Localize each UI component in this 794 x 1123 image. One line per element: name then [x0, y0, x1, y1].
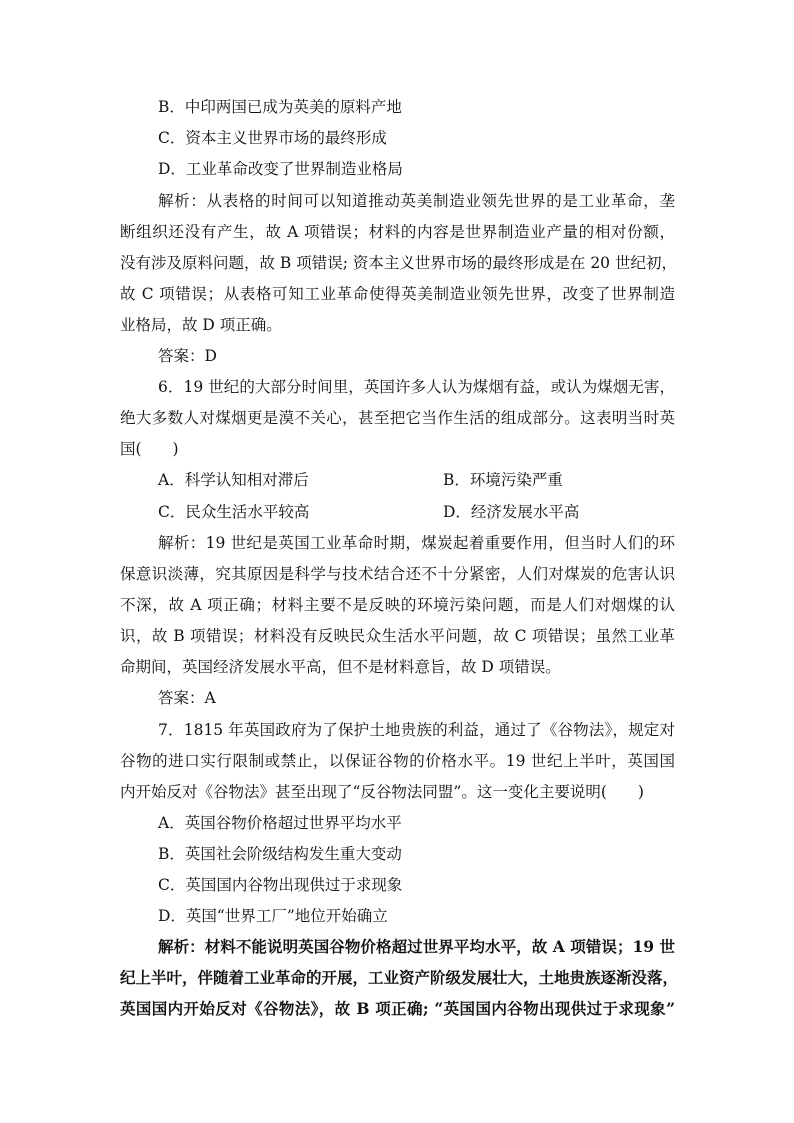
q7-analysis-line-2: 纪上半叶，伴随着工业革命的开展，工业资产阶级发展壮大，土地贵族逐渐没落，	[120, 968, 679, 987]
q6-analysis-line-4: 识，故 B 项错误；材料没有反映民众生活水平问题，故 C 项错误；虽然工业革	[120, 627, 675, 645]
q5-analysis-line-4: 故 C 项错误；从表格可知工业革命使得英美制造业领先世界，改变了世界制造	[120, 285, 675, 303]
q5-analysis-line-5: 业格局，故 D 项正确。	[120, 316, 282, 334]
q5-option-b: B．中印两国已成为英美的原料产地	[158, 98, 402, 116]
q5-option-c: C．资本主义世界市场的最终形成	[158, 129, 387, 147]
q5-answer: 答案：D	[158, 347, 217, 365]
q6-analysis-line-3: 不深，故 A 项正确；材料主要不是反映的环境污染问题，而是人们对烟煤的认	[120, 596, 675, 614]
q7-option-a: A．英国谷物价格超过世界平均水平	[158, 814, 402, 832]
q5-analysis-line-1: 解析：从表格的时间可以知道推动英美制造业领先世界的是工业革命，垄	[158, 192, 675, 210]
q6-option-a: A．科学认知相对滞后	[158, 471, 309, 489]
q7-analysis-line-1: 解析：材料不能说明英国谷物价格超过世界平均水平，故 A 项错误；19 世	[158, 937, 675, 956]
q7-stem-line-2: 谷物的进口实行限制或禁止，以保证谷物的价格水平。19 世纪上半叶，英国国	[120, 752, 675, 770]
q5-analysis-line-3: 没有涉及原料问题，故 B 项错误; 资本主义世界市场的最终形成是在 20 世纪初，	[120, 254, 677, 272]
q6-option-d: D．经济发展水平高	[443, 503, 580, 521]
q6-stem-line-2: 绝大多数人对煤烟更是漠不关心，甚至把它当作生活的组成部分。这表明当时英	[120, 409, 675, 427]
q6-stem-line-1: 6．19 世纪的大部分时间里，英国许多人认为煤烟有益，或认为煤烟无害，	[158, 378, 675, 396]
q7-stem-line-3: 内开始反对《谷物法》甚至出现了“反谷物法同盟”。这一变化主要说明( )	[120, 783, 644, 801]
q6-analysis-line-5: 命期间，英国经济发展水平高，但不是材料意旨，故 D 项错误。	[120, 658, 561, 676]
q6-option-b: B．环境污染严重	[443, 471, 563, 489]
q6-answer: 答案：A	[158, 689, 216, 707]
q7-option-c: C．英国国内谷物出现供过于求现象	[158, 876, 403, 894]
q6-stem-line-3: 国( )	[120, 440, 179, 458]
q7-option-b: B．英国社会阶级结构发生重大变动	[158, 845, 402, 863]
q7-analysis-line-3: 英国国内开始反对《谷物法》，故 B 项正确; “英国国内谷物出现供过于求现象”	[120, 999, 675, 1018]
q6-analysis-line-1: 解析：19 世纪是英国工业革命时期，煤炭起着重要作用，但当时人们的环	[158, 534, 675, 552]
q7-option-d: D．英国“世界工厂”地位开始确立	[158, 907, 388, 925]
q5-analysis-line-2: 断组织还没有产生，故 A 项错误；材料的内容是世界制造业产量的相对份额，	[120, 223, 675, 241]
q6-option-c: C．民众生活水平较高	[158, 503, 310, 521]
q7-stem-line-1: 7．1815 年英国政府为了保护土地贵族的利益，通过了《谷物法》，规定对	[158, 721, 675, 739]
q6-analysis-line-2: 保意识淡薄，究其原因是科学与技术结合还不十分紧密，人们对煤炭的危害认识	[120, 565, 675, 583]
q5-option-d: D．工业革命改变了世界制造业格局	[158, 160, 403, 178]
